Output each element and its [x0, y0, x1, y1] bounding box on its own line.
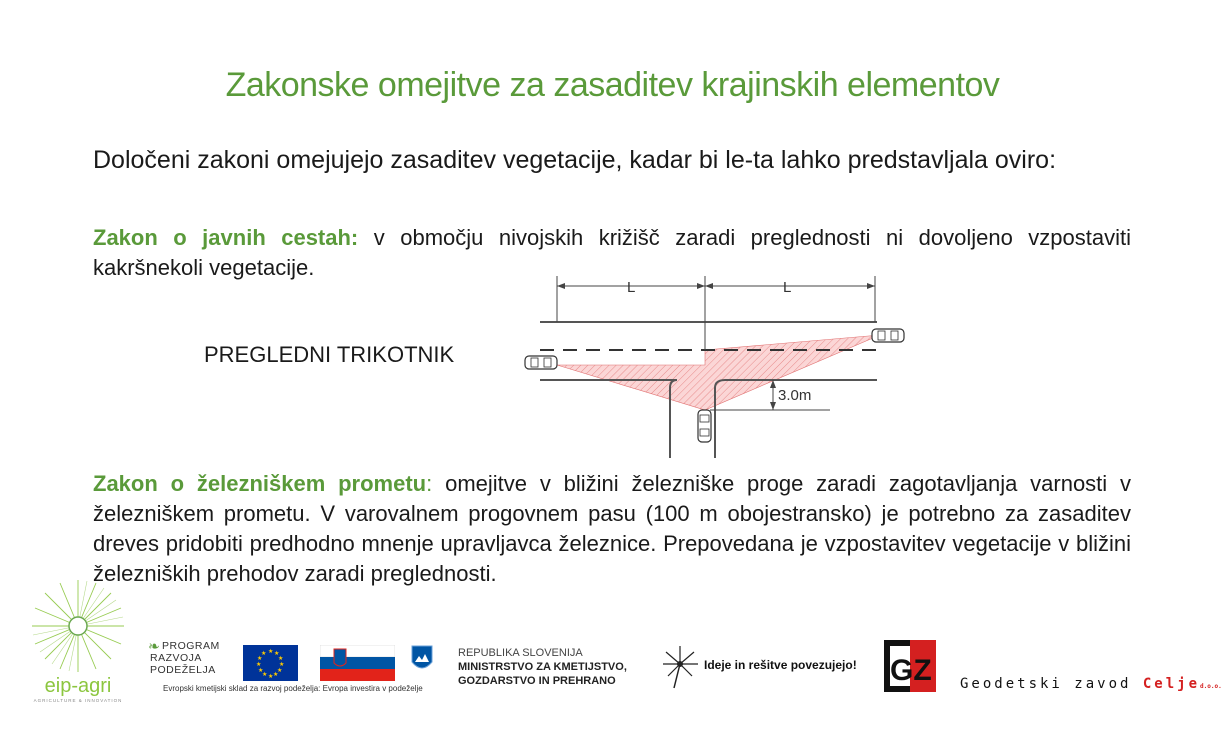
slovenia-flag-icon — [320, 645, 395, 681]
svg-text:★: ★ — [262, 671, 268, 678]
gz-city: Celje — [1142, 676, 1201, 692]
ideas-slogan: Ideje in rešitve povezujejo! — [704, 658, 857, 672]
rail-law-text: omejitve v bližini železniške proge zaradi zagotavljanja varnosti v železniškem prometu. V varovalnem progovnem pasu (100 m obojestransko) je potrebno za zasaditev dreves pridobiti predhodno mnenje upravljavca železnice. Prepovedana je vzpostavitev vegetacije v bližini železniških prehodov zaradi preglednosti. — [93, 471, 1132, 586]
sight-triangle-area — [557, 335, 880, 410]
eip-agri-subtitle: AGRICULTURE & INNOVATION — [33, 698, 123, 703]
intro-paragraph: Določeni zakoni omejujejo zasaditev vegetacije, kadar bi le-ta lahko predstavljala oviro: — [93, 146, 1057, 174]
ministry-logo — [458, 646, 627, 688]
sight-triangle-diagram — [515, 268, 915, 463]
rail-law-colon: : — [426, 471, 433, 496]
gz-suffix: d.o.o. — [1200, 683, 1222, 690]
car-left-icon — [525, 356, 557, 369]
prp-line3: PODEŽELJA — [150, 664, 216, 676]
gz-name: Geodetski zavod — [960, 676, 1143, 692]
svg-text:★: ★ — [261, 650, 267, 657]
eu-flag-icon — [243, 645, 298, 681]
page-title: Zakonske omejitve za zasaditev krajinskih elementov — [225, 66, 1000, 104]
svg-text:★: ★ — [277, 667, 283, 674]
prp-logo — [150, 640, 220, 676]
car-bottom-icon — [698, 410, 711, 442]
gz-logo-icon — [884, 640, 936, 692]
prp-line1: PROGRAM — [162, 640, 220, 652]
ministry-line2: MINISTRSTVO ZA KMETIJSTVO, — [458, 661, 627, 673]
ministry-line1: REPUBLIKA SLOVENIJA — [458, 647, 583, 659]
eu-caption: Evropski kmetijski sklad za razvoj podeželja: Evropa investira v podeželje — [163, 684, 423, 693]
prp-leaf-icon: ❧ — [148, 638, 160, 654]
gz-mark: GZ — [890, 654, 932, 687]
prp-line2: RAZVOJA — [150, 652, 202, 664]
eip-agri-logo — [28, 576, 128, 703]
eip-agri-wordmark: eip-agri — [44, 675, 112, 697]
ministry-crest-icon — [410, 644, 434, 674]
svg-text:★: ★ — [258, 667, 264, 674]
roads-law-label: Zakon o javnih cestah: — [93, 225, 359, 250]
dimension-label-height: 3.0m — [778, 387, 812, 404]
gz-company-name — [960, 676, 1222, 692]
dimension-label-left: L — [627, 279, 636, 296]
footer-logos — [0, 570, 1225, 731]
triangle-label: PREGLEDNI TRIKOTNIK — [204, 342, 455, 367]
dandelion-icon — [660, 642, 702, 690]
svg-text:★: ★ — [274, 650, 280, 657]
svg-text:★: ★ — [256, 661, 262, 668]
svg-text:★: ★ — [278, 655, 284, 662]
svg-text:★: ★ — [273, 671, 279, 678]
car-right-icon — [872, 329, 904, 342]
rail-law-label: Zakon o železniškem prometu — [93, 471, 427, 496]
svg-text:★: ★ — [279, 661, 285, 668]
svg-text:★: ★ — [268, 648, 274, 655]
eip-agri-burst-icon — [28, 576, 128, 676]
dimension-label-right: L — [783, 279, 792, 296]
svg-text:★: ★ — [268, 673, 274, 680]
ministry-line3: GOZDARSTVO IN PREHRANO — [458, 675, 616, 687]
roads-law-text: v območju nivojskih križišč zaradi preglednosti ni dovoljeno vzpostaviti kakršnekoli vegetacije. — [93, 225, 1131, 280]
svg-text:★: ★ — [257, 655, 263, 662]
